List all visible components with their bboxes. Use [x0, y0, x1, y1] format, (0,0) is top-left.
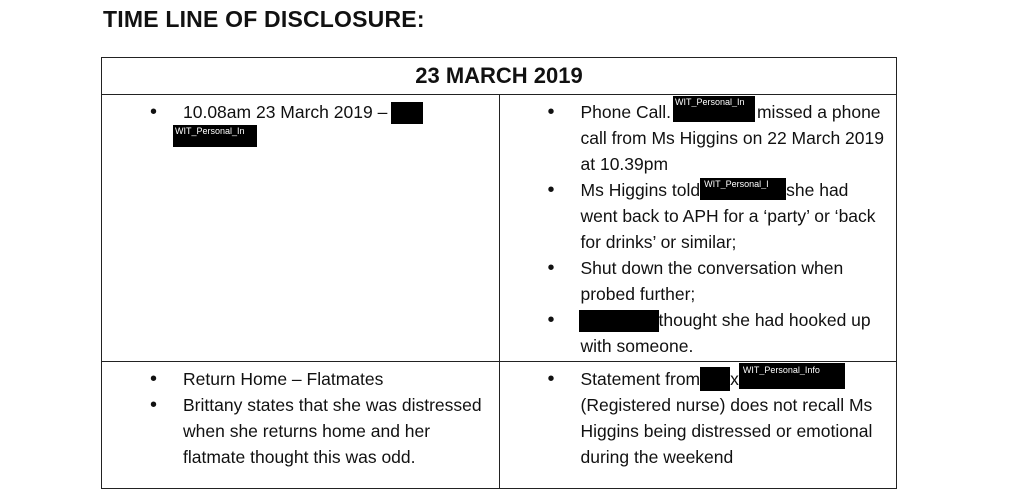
list-item-text: x — [730, 369, 739, 389]
list-item-text: Brittany states that she was distressed when she returns home and her flatmate thought this was odd. — [183, 395, 482, 467]
list-item-text: Phone Call. — [580, 102, 671, 122]
redaction-block — [673, 96, 755, 122]
redaction-block — [579, 310, 659, 332]
table-row — [102, 362, 897, 489]
time-entry-text: 10.08am 23 March 2019 – — [183, 102, 388, 122]
list-item-text: missed a phone call from Ms Higgins on 22 March 2019 at 10.39pm — [580, 102, 884, 174]
redaction-block — [391, 102, 423, 124]
list-item — [545, 177, 887, 255]
document-heading: TIME LINE OF DISCLOSURE: — [103, 6, 425, 32]
list-item-text: Statement from — [580, 369, 701, 389]
list-item — [545, 99, 887, 177]
list-item-text: Shut down the conversation when probed further; — [580, 258, 844, 304]
bullet-list — [147, 99, 489, 147]
list-item-text: Return Home – Flatmates — [183, 369, 384, 389]
disclosure-timeline-table — [101, 57, 897, 489]
redaction-label: WIT_Personal_In — [674, 97, 745, 108]
bullet-list — [545, 366, 887, 470]
list-item-text: Ms Higgins told — [580, 180, 701, 200]
date-header-row — [102, 58, 897, 95]
list-item-text: she had went back to APH for a ‘party’ or ‘back for drinks’ or similar; — [580, 180, 876, 252]
table-cell-right — [499, 362, 897, 489]
list-item — [545, 307, 887, 359]
bullet-list — [147, 366, 489, 470]
date-header: 23 MARCH 2019 — [102, 58, 897, 95]
list-item-text: thought she had hooked up with someone. — [580, 310, 871, 356]
table-cell-right — [499, 95, 897, 362]
redaction-label: WIT_Personal_In — [173, 125, 257, 147]
redaction-label: WIT_Personal_I — [704, 179, 769, 190]
table-cell-left — [102, 362, 500, 489]
redaction-block — [739, 363, 845, 389]
list-item — [545, 366, 887, 470]
redaction-block — [700, 178, 786, 200]
list-item — [147, 366, 489, 392]
bullet-list — [545, 99, 887, 359]
list-item — [147, 392, 489, 470]
list-item — [545, 255, 887, 307]
table-cell-left — [102, 95, 500, 362]
redaction-label: WIT_Personal_Info — [742, 365, 820, 376]
list-item — [147, 99, 489, 147]
table-row — [102, 95, 897, 362]
redaction-block — [700, 367, 730, 391]
list-item-text: (Registered nurse) does not recall Ms Higgins being distressed or emotional during the weekend — [580, 395, 873, 467]
